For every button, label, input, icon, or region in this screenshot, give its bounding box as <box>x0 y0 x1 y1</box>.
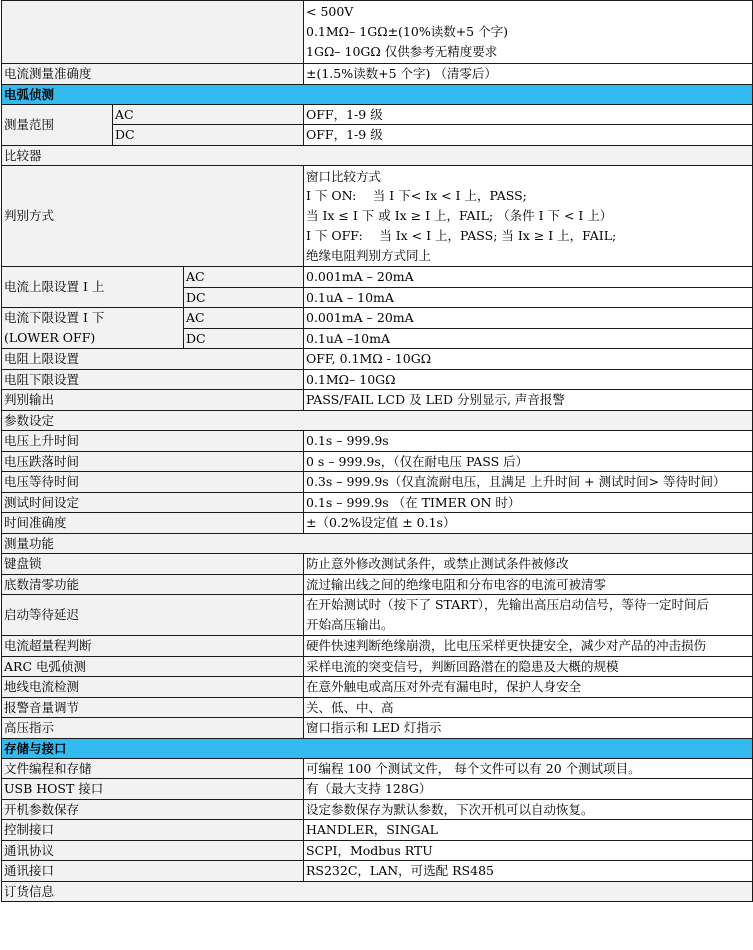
value-line: 开始高压输出。 <box>306 617 394 632</box>
row-value: 0.3s – 999.9s（仅直流耐电压，且满足 上升时间 + 测试时间> 等待时间） <box>304 472 753 493</box>
table-row <box>2 390 753 411</box>
subsection-header-parameters <box>2 410 753 431</box>
row-value: 窗口指示和 LED 灯指示 <box>304 718 753 739</box>
row-value: 0.1s – 999.9s （在 TIMER ON 时） <box>304 492 753 513</box>
value-line: 窗口比较方式 <box>306 168 382 184</box>
row-label: 电流测量准确度 <box>2 64 304 85</box>
row-value: ±(1.5%读数+5 个字) （清零后） <box>304 64 753 85</box>
value-line: 1GΩ– 10GΩ 仅供参考无精度要求 <box>306 43 498 59</box>
row-label: 测试时间设定 <box>2 492 304 513</box>
row-label: 测量范围 <box>2 104 113 145</box>
label-line: 电流下限设置 I 下 <box>4 310 105 326</box>
row-label: 电压上升时间 <box>2 431 304 452</box>
row-value <box>304 595 753 636</box>
row-value: 流过输出线之间的绝缘电阻和分布电容的电流可被清零 <box>304 574 753 595</box>
row-label: ARC 电弧侦测 <box>2 656 304 677</box>
table-row <box>2 779 753 800</box>
row-value: PASS/FAIL LCD 及 LED 分别显示, 声音报警 <box>304 390 753 411</box>
row-label: 高压指示 <box>2 718 304 739</box>
row-value <box>304 1 753 64</box>
section-title: 电弧侦测 <box>2 84 753 104</box>
row-label: USB HOST 接口 <box>2 779 304 800</box>
section-header-storage <box>2 738 753 758</box>
row-label: 开机参数保存 <box>2 799 304 820</box>
table-row <box>2 718 753 739</box>
row-label <box>2 1 304 64</box>
row-value: ±（0.2%设定值 ± 0.1s） <box>304 513 753 534</box>
value-line: < 500V <box>306 4 354 20</box>
table-row <box>2 166 753 267</box>
table-row <box>2 308 753 329</box>
value-line: I 下 ON: 当 I 下< Ix < I 上，PASS; <box>306 188 527 204</box>
row-label: 地线电流检测 <box>2 677 304 698</box>
row-label: 控制接口 <box>2 820 304 841</box>
value-line: 在开始测试时（按下了 START），先输出高压启动信号，等待一定时间后 <box>306 597 709 613</box>
row-value: 设定参数保存为默认参数，下次开机可以自动恢复。 <box>304 799 753 820</box>
subsection-header-ordering <box>2 881 753 902</box>
row-label <box>2 308 184 349</box>
table-row <box>2 472 753 493</box>
table-row <box>2 125 753 146</box>
subsection-title: 参数设定 <box>2 410 753 431</box>
sub-label-dc: DC <box>184 287 304 308</box>
row-value: OFF，1-9 级 <box>304 125 753 146</box>
spec-table <box>1 0 753 902</box>
row-value: OFF，1-9 级 <box>304 104 753 125</box>
row-label: 通讯接口 <box>2 861 304 882</box>
row-label: 电压等待时间 <box>2 472 304 493</box>
row-value: 采样电流的突变信号，判断回路潜在的隐患及大概的规模 <box>304 656 753 677</box>
table-row <box>2 677 753 698</box>
row-value: SCPI，Modbus RTU <box>304 840 753 861</box>
row-label: 判别方式 <box>2 166 304 267</box>
row-label: 电阻下限设置 <box>2 369 304 390</box>
table-row <box>2 861 753 882</box>
table-row <box>2 595 753 636</box>
sub-label-dc: DC <box>113 125 304 146</box>
table-row <box>2 513 753 534</box>
table-row <box>2 369 753 390</box>
row-value: 防止意外修改测试条件，或禁止测试条件被修改 <box>304 554 753 575</box>
table-row <box>2 636 753 657</box>
table-row <box>2 574 753 595</box>
row-label: 时间准确度 <box>2 513 304 534</box>
subsection-header-comparator <box>2 145 753 166</box>
row-label: 电流上限设置 I 上 <box>2 267 184 308</box>
row-label: 判别输出 <box>2 390 304 411</box>
sub-label-ac: AC <box>184 308 304 329</box>
row-value: 0.1s – 999.9s <box>304 431 753 452</box>
row-label: 电阻上限设置 <box>2 349 304 370</box>
row-label: 通讯协议 <box>2 840 304 861</box>
value-line: I 下 OFF: 当 Ix < I 上，PASS; 当 Ix ≥ I 上，FAIL; <box>306 227 617 243</box>
label-line: (LOWER OFF) <box>4 330 96 345</box>
table-row <box>2 840 753 861</box>
row-value: 0 s – 999.9s，（仅在耐电压 PASS 后） <box>304 451 753 472</box>
row-value: 可编程 100 个测试文件， 每个文件可以有 20 个测试项目。 <box>304 758 753 779</box>
table-row <box>2 492 753 513</box>
row-value: 硬件快速判断绝缘崩溃，比电压采样更快捷安全，减少对产品的冲击损伤 <box>304 636 753 657</box>
table-row <box>2 1 753 64</box>
table-row <box>2 64 753 85</box>
row-value: HANDLER，SINGAL <box>304 820 753 841</box>
row-label: 电流超量程判断 <box>2 636 304 657</box>
row-value: 有（最大支持 128G） <box>304 779 753 800</box>
table-row <box>2 554 753 575</box>
table-row <box>2 431 753 452</box>
section-title: 存储与接口 <box>2 738 753 758</box>
value-line: 当 Ix ≤ I 下 或 Ix ≥ I 上，FAIL; （条件 I 下 < I 上） <box>306 208 613 224</box>
row-value <box>304 166 753 267</box>
row-label: 启动等待延迟 <box>2 595 304 636</box>
row-label: 报警音量调节 <box>2 697 304 718</box>
table-row <box>2 697 753 718</box>
table-row <box>2 820 753 841</box>
row-label: 键盘锁 <box>2 554 304 575</box>
row-value: 0.1uA –10mA <box>304 328 753 349</box>
table-row <box>2 267 753 288</box>
table-row <box>2 758 753 779</box>
row-value: 在意外触电或高压对外壳有漏电时，保护人身安全 <box>304 677 753 698</box>
subsection-title: 比较器 <box>2 145 753 166</box>
table-row <box>2 451 753 472</box>
value-line: 0.1MΩ– 1GΩ±(10%读数+5 个字) <box>306 24 508 40</box>
table-row <box>2 349 753 370</box>
row-value: 关、低、中、高 <box>304 697 753 718</box>
value-line: 绝缘电阻判别方式同上 <box>306 247 432 263</box>
row-label: 底数清零功能 <box>2 574 304 595</box>
table-row <box>2 656 753 677</box>
sub-label-ac: AC <box>184 267 304 288</box>
row-value: OFF, 0.1MΩ - 10GΩ <box>304 349 753 370</box>
subsection-title: 测量功能 <box>2 533 753 554</box>
subsection-title: 订货信息 <box>2 881 753 902</box>
section-header-arc <box>2 84 753 104</box>
row-value: 0.1uA – 10mA <box>304 287 753 308</box>
table-row <box>2 799 753 820</box>
sub-label-dc: DC <box>184 328 304 349</box>
row-value: RS232C，LAN，可选配 RS485 <box>304 861 753 882</box>
subsection-header-functions <box>2 533 753 554</box>
table-row <box>2 104 753 125</box>
row-value: 0.1MΩ– 10GΩ <box>304 369 753 390</box>
row-value: 0.001mA – 20mA <box>304 267 753 288</box>
row-label: 电压跌落时间 <box>2 451 304 472</box>
sub-label-ac: AC <box>113 104 304 125</box>
row-value: 0.001mA – 20mA <box>304 308 753 329</box>
row-label: 文件编程和存储 <box>2 758 304 779</box>
